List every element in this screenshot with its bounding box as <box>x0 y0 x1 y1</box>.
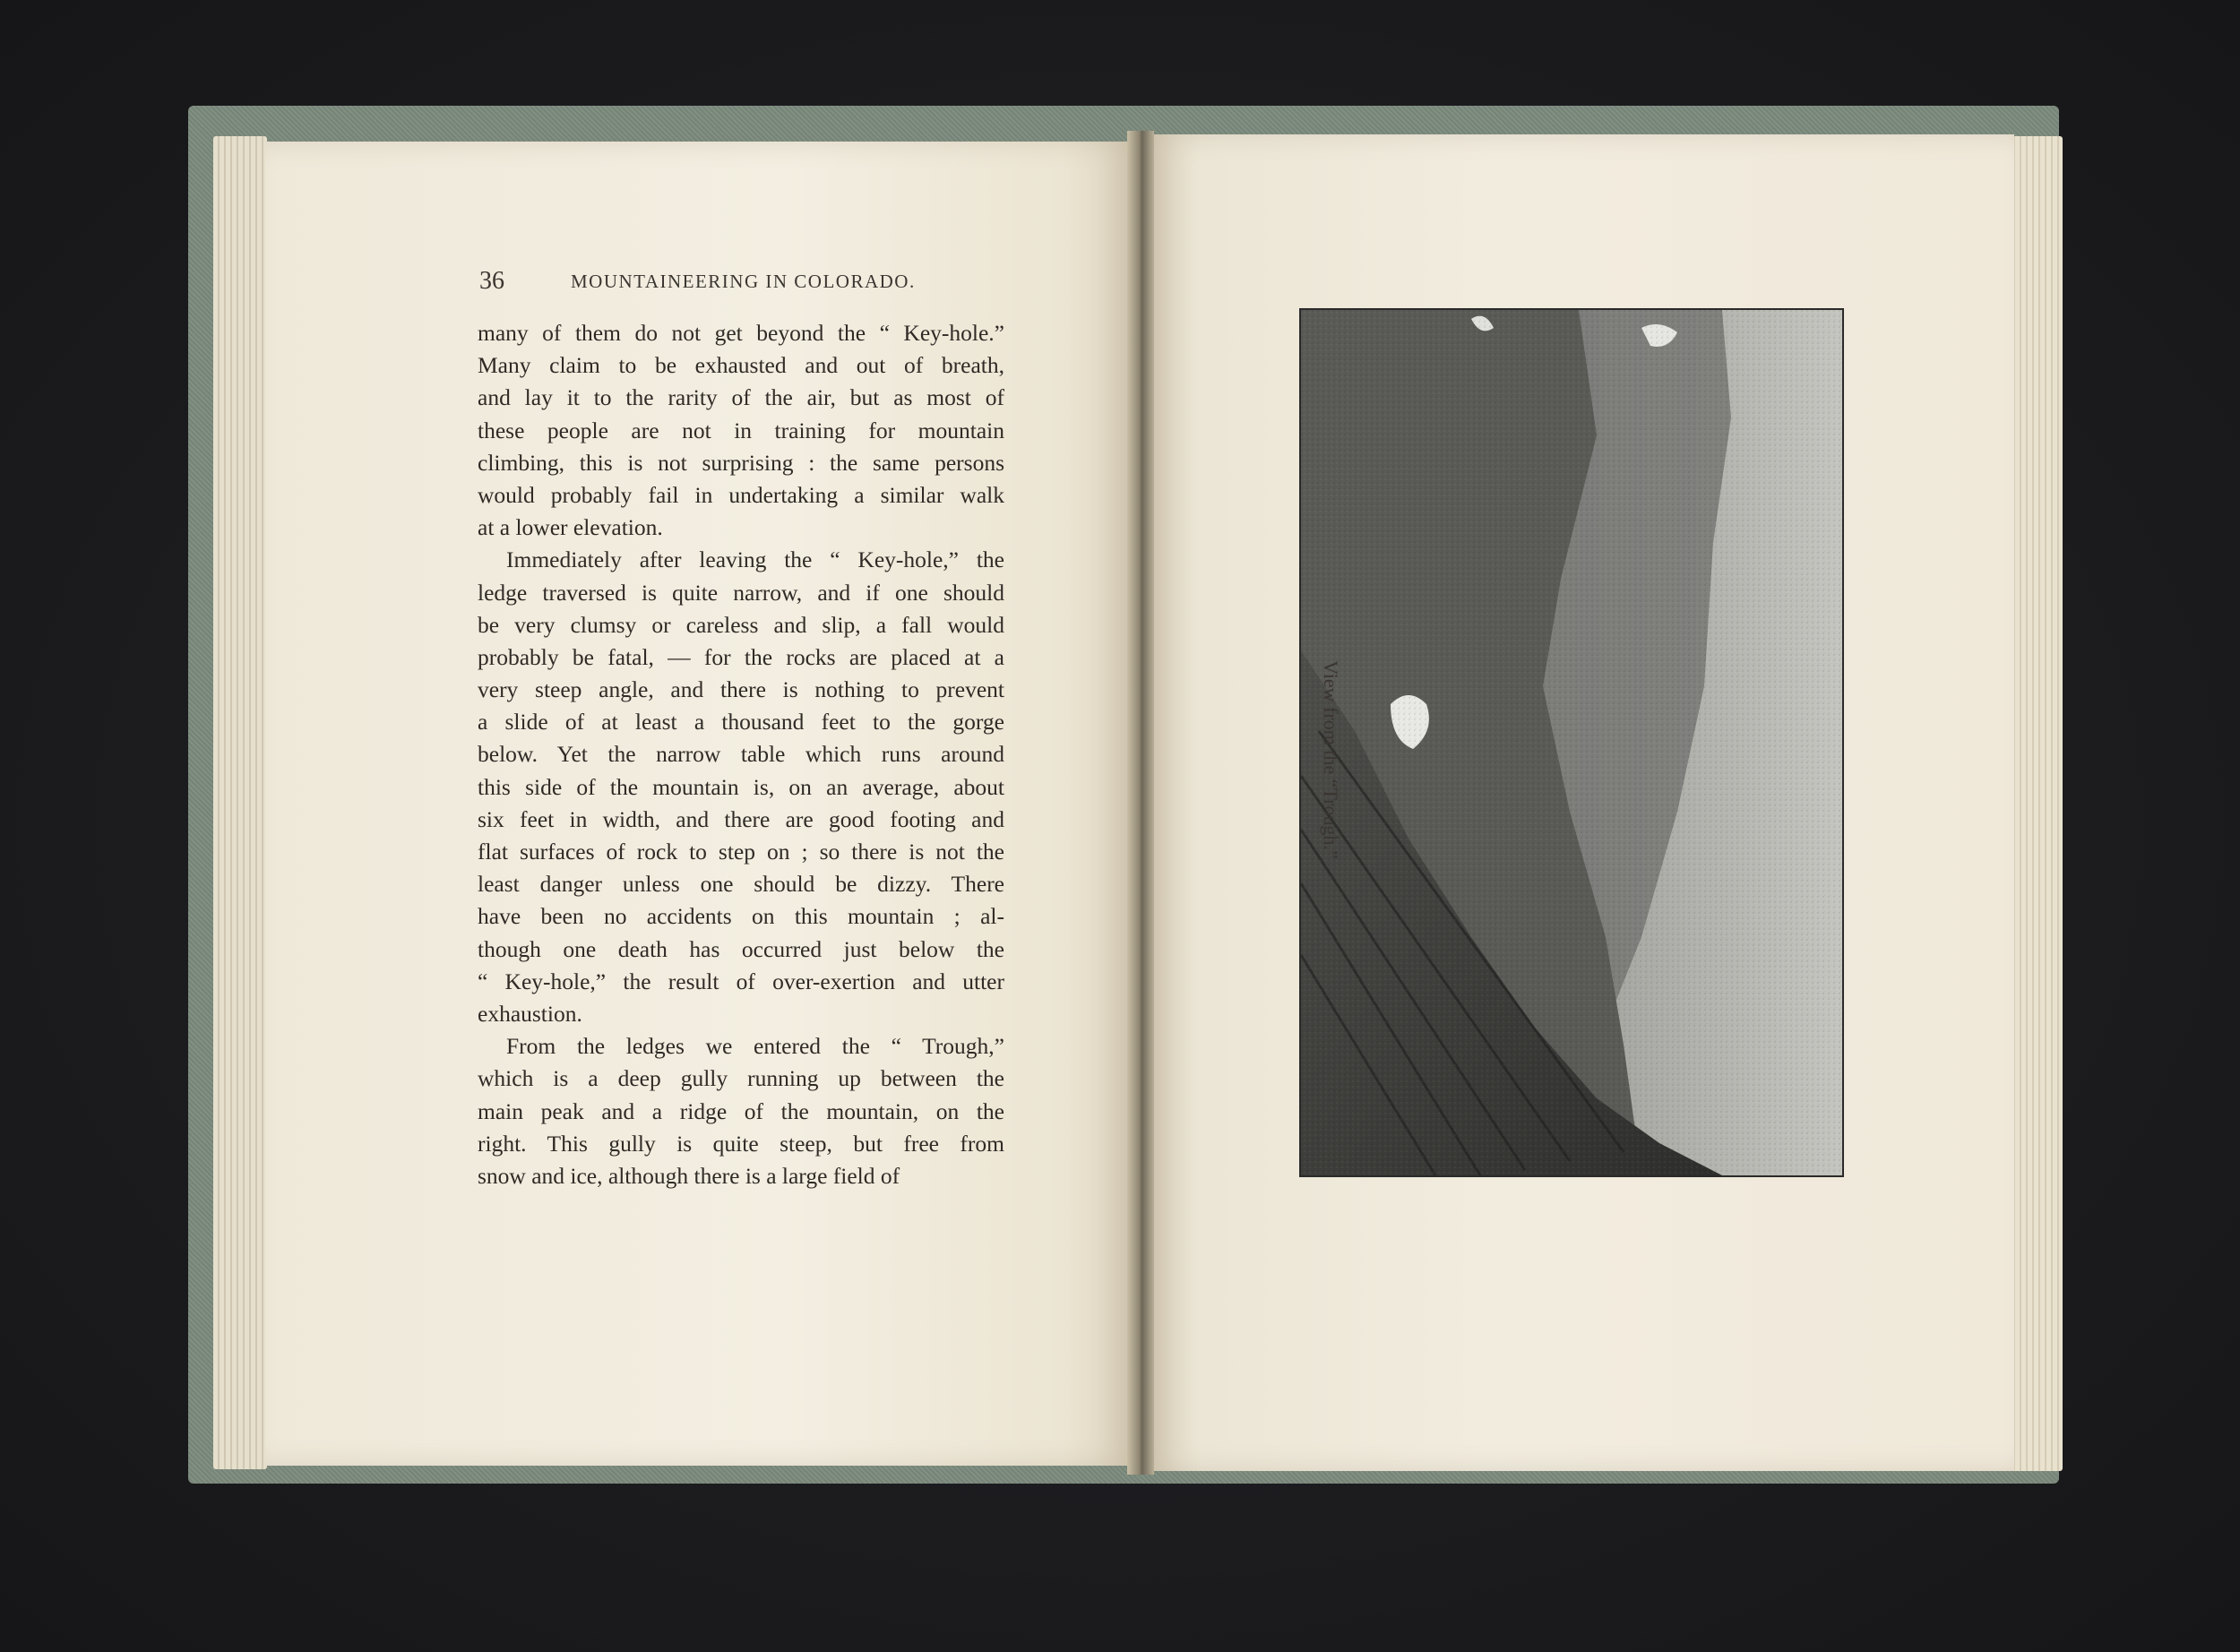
text-line: main peak and a ridge of the mountain, on the <box>478 1097 1004 1124</box>
right-page-edges <box>2007 136 2063 1471</box>
text-line: six feet in width, and there are good footing and <box>478 805 1004 832</box>
text-line: many of them do not get beyond the “ Key-hole.” <box>478 320 1004 346</box>
photo-plate <box>1299 308 1844 1177</box>
body-text <box>478 317 1004 1192</box>
text-line: “ Key-hole,” the result of over-exertion and utter <box>478 968 1004 994</box>
text-line: these people are not in training for mountain <box>478 417 1004 443</box>
text-line: Immediately after leaving the “ Key-hole,” the <box>506 546 1004 573</box>
paragraph <box>478 317 1004 544</box>
text-line: below. Yet the narrow table which runs around <box>478 741 1004 768</box>
running-head-title: MOUNTAINEERING IN COLORADO. <box>571 271 916 292</box>
text-line: ledge traversed is quite narrow, and if one should <box>478 579 1004 606</box>
text-line: exhaustion. <box>478 1000 582 1027</box>
text-line: and lay it to the rarity of the air, but as most of <box>478 384 1004 411</box>
paragraph <box>478 1030 1004 1192</box>
text-line: right. This gully is quite steep, but free from <box>478 1130 1004 1157</box>
left-page-edges <box>213 136 267 1469</box>
text-line: at a lower elevation. <box>478 514 663 541</box>
book-gutter <box>1127 131 1154 1475</box>
text-line: flat surfaces of rock to step on ; so there is not the <box>478 839 1004 865</box>
text-line: very steep angle, and there is nothing to prevent <box>478 676 1004 703</box>
text-line: climbing, this is not surprising : the same persons <box>478 449 1004 476</box>
paragraph <box>478 544 1004 1030</box>
text-line: would probably fail in undertaking a similar walk <box>478 481 1004 508</box>
mountain-photo <box>1301 310 1842 1175</box>
text-line: be very clumsy or careless and slip, a fall would <box>478 611 1004 638</box>
plate-caption: View from the “Trough.” <box>1320 660 1342 859</box>
page-number: 36 <box>479 267 504 295</box>
text-line: From the ledges we entered the “ Trough,” <box>506 1033 1004 1060</box>
text-line: a slide of at least a thousand feet to the gorge <box>478 709 1004 736</box>
text-line: which is a deep gully running up between the <box>478 1065 1004 1092</box>
text-line: least danger unless one should be dizzy. There <box>478 871 1004 898</box>
text-line: probably be fatal, — for the rocks are placed at a <box>478 643 1004 670</box>
text-line: though one death has occurred just below the <box>478 935 1004 962</box>
text-line: snow and ice, although there is a large field of <box>478 1162 900 1189</box>
text-line: Many claim to be exhausted and out of breath, <box>478 352 1004 379</box>
text-line: have been no accidents on this mountain ; al- <box>478 903 1004 930</box>
running-head <box>479 267 1026 299</box>
text-line: this side of the mountain is, on an average, about <box>478 773 1004 800</box>
